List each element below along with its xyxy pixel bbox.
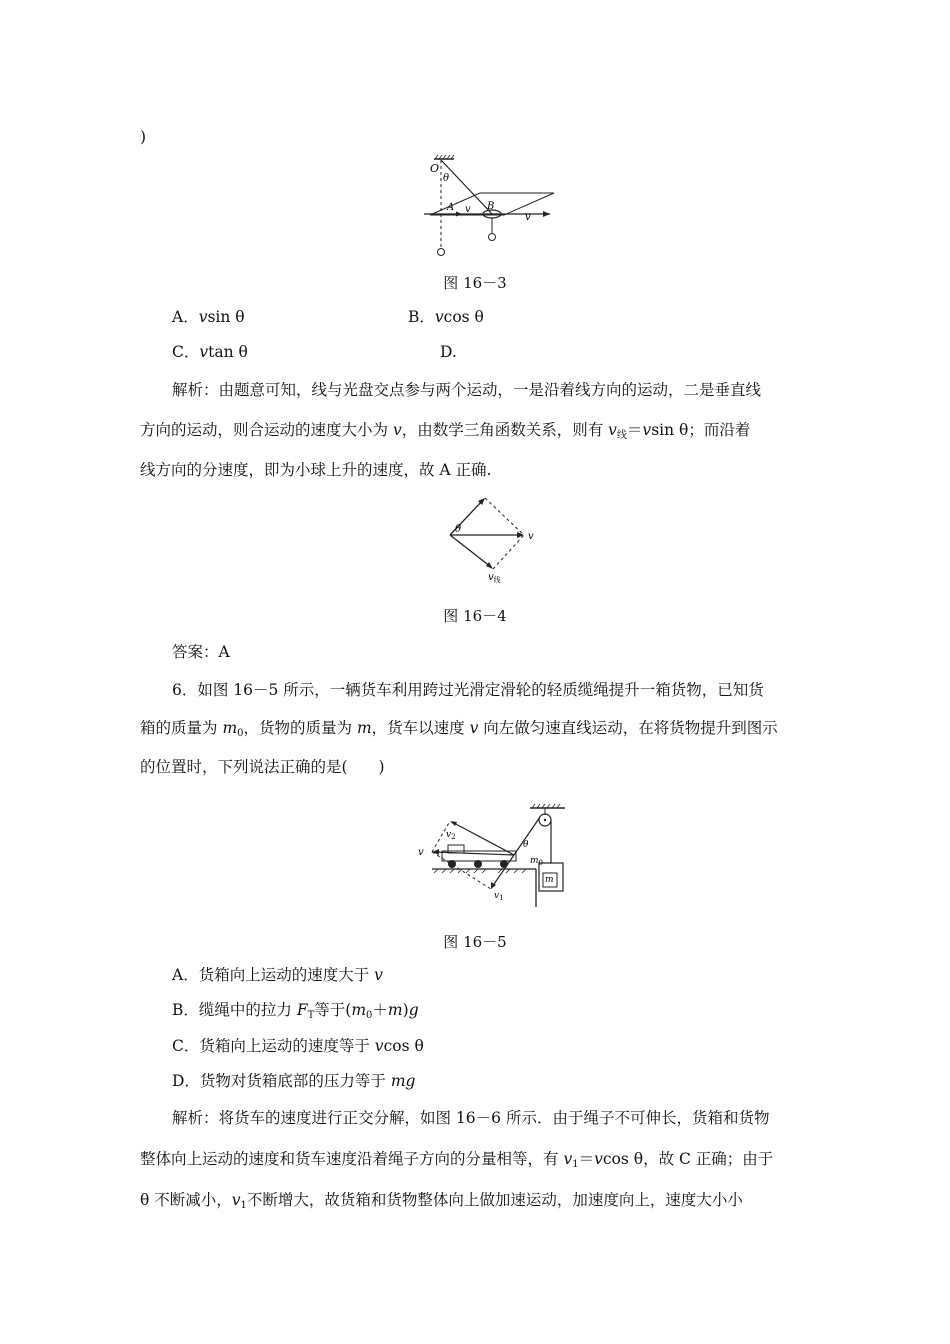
fig163-label-theta: θ — [443, 173, 450, 184]
fig163-label-A: A — [447, 202, 455, 213]
fig163-label-B: B — [487, 201, 495, 212]
q6-stem-line1: 6．如图 16－5 所示，一辆货车利用跨过光滑定滑轮的轻质缆绳提升一箱货物，已知货 — [172, 681, 764, 699]
q6-analysis-line1: 解析：将货车的速度进行正交分解，如图 16－6 所示．由于绳子不可伸长，货箱和货物 — [172, 1109, 770, 1127]
q5-analysis-line2: 方向的运动，则合运动的速度大小为 v，由数学三角函数关系，则有 $v_线=vsin$ θ；而沿着 — [140, 421, 751, 441]
q5-analysis-line1: 解析：由题意可知，线与光盘交点参与两个运动，一是沿着线方向的运动，二是垂直线 — [172, 381, 762, 399]
q6-option-a: A．货箱向上运动的速度大于 v — [172, 966, 383, 984]
figure-16-5 — [412, 795, 572, 910]
q5-answer: 答案：A — [172, 643, 230, 661]
fig164-label-theta: θ — [455, 524, 462, 535]
q6-stem-line3: 的位置时，下列说法正确的是( ) — [140, 758, 385, 776]
fig164-label-vx: $v_线$ — [488, 572, 501, 584]
q5-option-b: B．vcos θ — [408, 308, 484, 326]
figure-16-4-caption: 图 16－4 — [443, 607, 507, 625]
q6-option-d: D．货物对货箱底部的压力等于 mg — [172, 1072, 416, 1090]
q6-option-c: C．货箱向上运动的速度等于 vcos θ — [172, 1037, 424, 1055]
leading-paren: ) — [140, 128, 147, 146]
q5-option-c: C．vtan θ — [172, 343, 248, 361]
figure-16-3-caption: 图 16－3 — [443, 274, 507, 292]
fig165-label-theta: θ — [523, 840, 529, 850]
q6-option-b: B．缆绳中的拉力 $F_T$等于$(m_0+m)g$ — [172, 1001, 419, 1021]
fig165-label-v1: $v_1$ — [494, 891, 504, 902]
q5-option-d: D. — [440, 343, 457, 361]
fig165-label-v2: $v_2$ — [446, 830, 456, 841]
fig163-label-v2: v — [525, 212, 531, 223]
q6-stem-line2: 箱的质量为 $m_0$，货物的质量为 m，货车以速度 v 向左做匀速直线运动，在将货物提升到图示 — [140, 719, 778, 739]
fig163-label-O: O — [430, 162, 440, 175]
fig164-label-v: v — [528, 531, 534, 542]
fig165-label-v: v — [418, 847, 424, 858]
q5-analysis-line3: 线方向的分速度，即为小球上升的速度，故 A 正确. — [140, 461, 492, 479]
fig165-label-m: m — [545, 875, 554, 885]
q6-analysis-line3: θ 不断减小，$v_1$不断增大，故货箱和货物整体向上做加速运动，加速度向上，速度大小小 — [140, 1191, 743, 1211]
q5-option-a: A．vsin θ — [172, 308, 245, 326]
fig165-label-m0: $m_0$ — [530, 856, 544, 867]
figure-16-3 — [420, 155, 570, 265]
figure-16-4 — [440, 490, 550, 585]
q6-analysis-line2: 整体向上运动的速度和货车速度沿着绳子方向的分量相等，有 $v_1=vcos$ θ，故 C 正确；由于 — [140, 1150, 774, 1170]
fig163-label-v1: v — [465, 204, 471, 215]
figure-16-5-caption: 图 16－5 — [443, 933, 507, 951]
